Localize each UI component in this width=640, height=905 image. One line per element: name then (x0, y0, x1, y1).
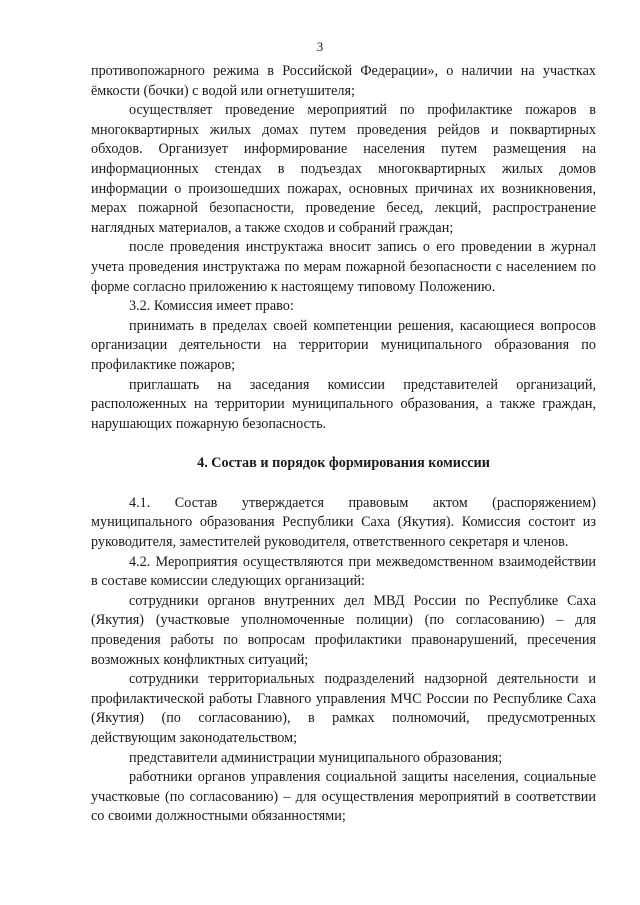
paragraph: противопожарного режима в Российской Федерации», о наличии на участках ёмкости (бочки) с водой или огнетушителя; (91, 63, 596, 99)
paragraph: принимать в пределах своей компетенции решения, касающиеся вопросов организации деятельности на территории муниципального образования по профилактике пожаров; (91, 317, 596, 373)
paragraph: 3.2. Комиссия имеет право: (129, 298, 294, 315)
paragraph: осуществляет проведение мероприятий по профилактике пожаров в многоквартирных жилых домах путем проведения рейдов и поквартирных обходов. Организует информирование населения путем размещения на информационных стендах в подъездах многоквартирных жилых домов информации о произошедших пожарах, основных причинах их возникновения, мерах пожарной безопасности, проведение бесед, лекций, распространение наглядных материалов, а также сходов и собраний граждан; (91, 102, 596, 236)
paragraph: 4.1. Состав утверждается правовым актом (распоряжением) муниципального образования Республики Саха (Якутия). Комиссия состоит из руководителя, заместителей руководителя, ответственного секретаря и членов. (91, 494, 596, 551)
paragraph: сотрудники органов внутренних дел МВД России по Республике Саха (Якутия) (участковые уполномоченные полиции) (по согласованию) – для проведения работы по вопросам профилактики правонарушений, пресечения возможных конфликтных ситуаций; (91, 592, 596, 668)
page-number: 3 (316, 39, 324, 54)
document-body (91, 62, 596, 827)
paragraph: 4.2. Мероприятия осуществляются при межведомственном взаимодействии в составе комиссии следующих организаций: (91, 553, 596, 590)
paragraph: после проведения инструктажа вносит запись о его проведении в журнал учета проведения инструктажа по мерам пожарной безопасности с населением по форме согласно приложению к настоящему типовому Положению. (91, 239, 596, 295)
paragraph: сотрудники территориальных подразделений надзорной деятельности и профилактической работы Главного управления МЧС России по Республике Саха (Якутия) (по согласованию), в рамках полномочий, предусмотренных действующим законодательством; (91, 671, 596, 746)
section-heading: 4. Состав и порядок формирования комиссии (197, 455, 490, 472)
paragraph: работники органов управления социальной защиты населения, социальные участковые (по согласованию) – для осуществления мероприятий в соответствии со своими должностными обязанностями; (91, 769, 596, 825)
paragraph: представители администрации муниципального образования; (129, 749, 503, 766)
paragraph: приглашать на заседания комиссии представителей организаций, расположенных на территории муниципального образования, а также граждан, нарушающих пожарную безопасность. (91, 376, 596, 432)
